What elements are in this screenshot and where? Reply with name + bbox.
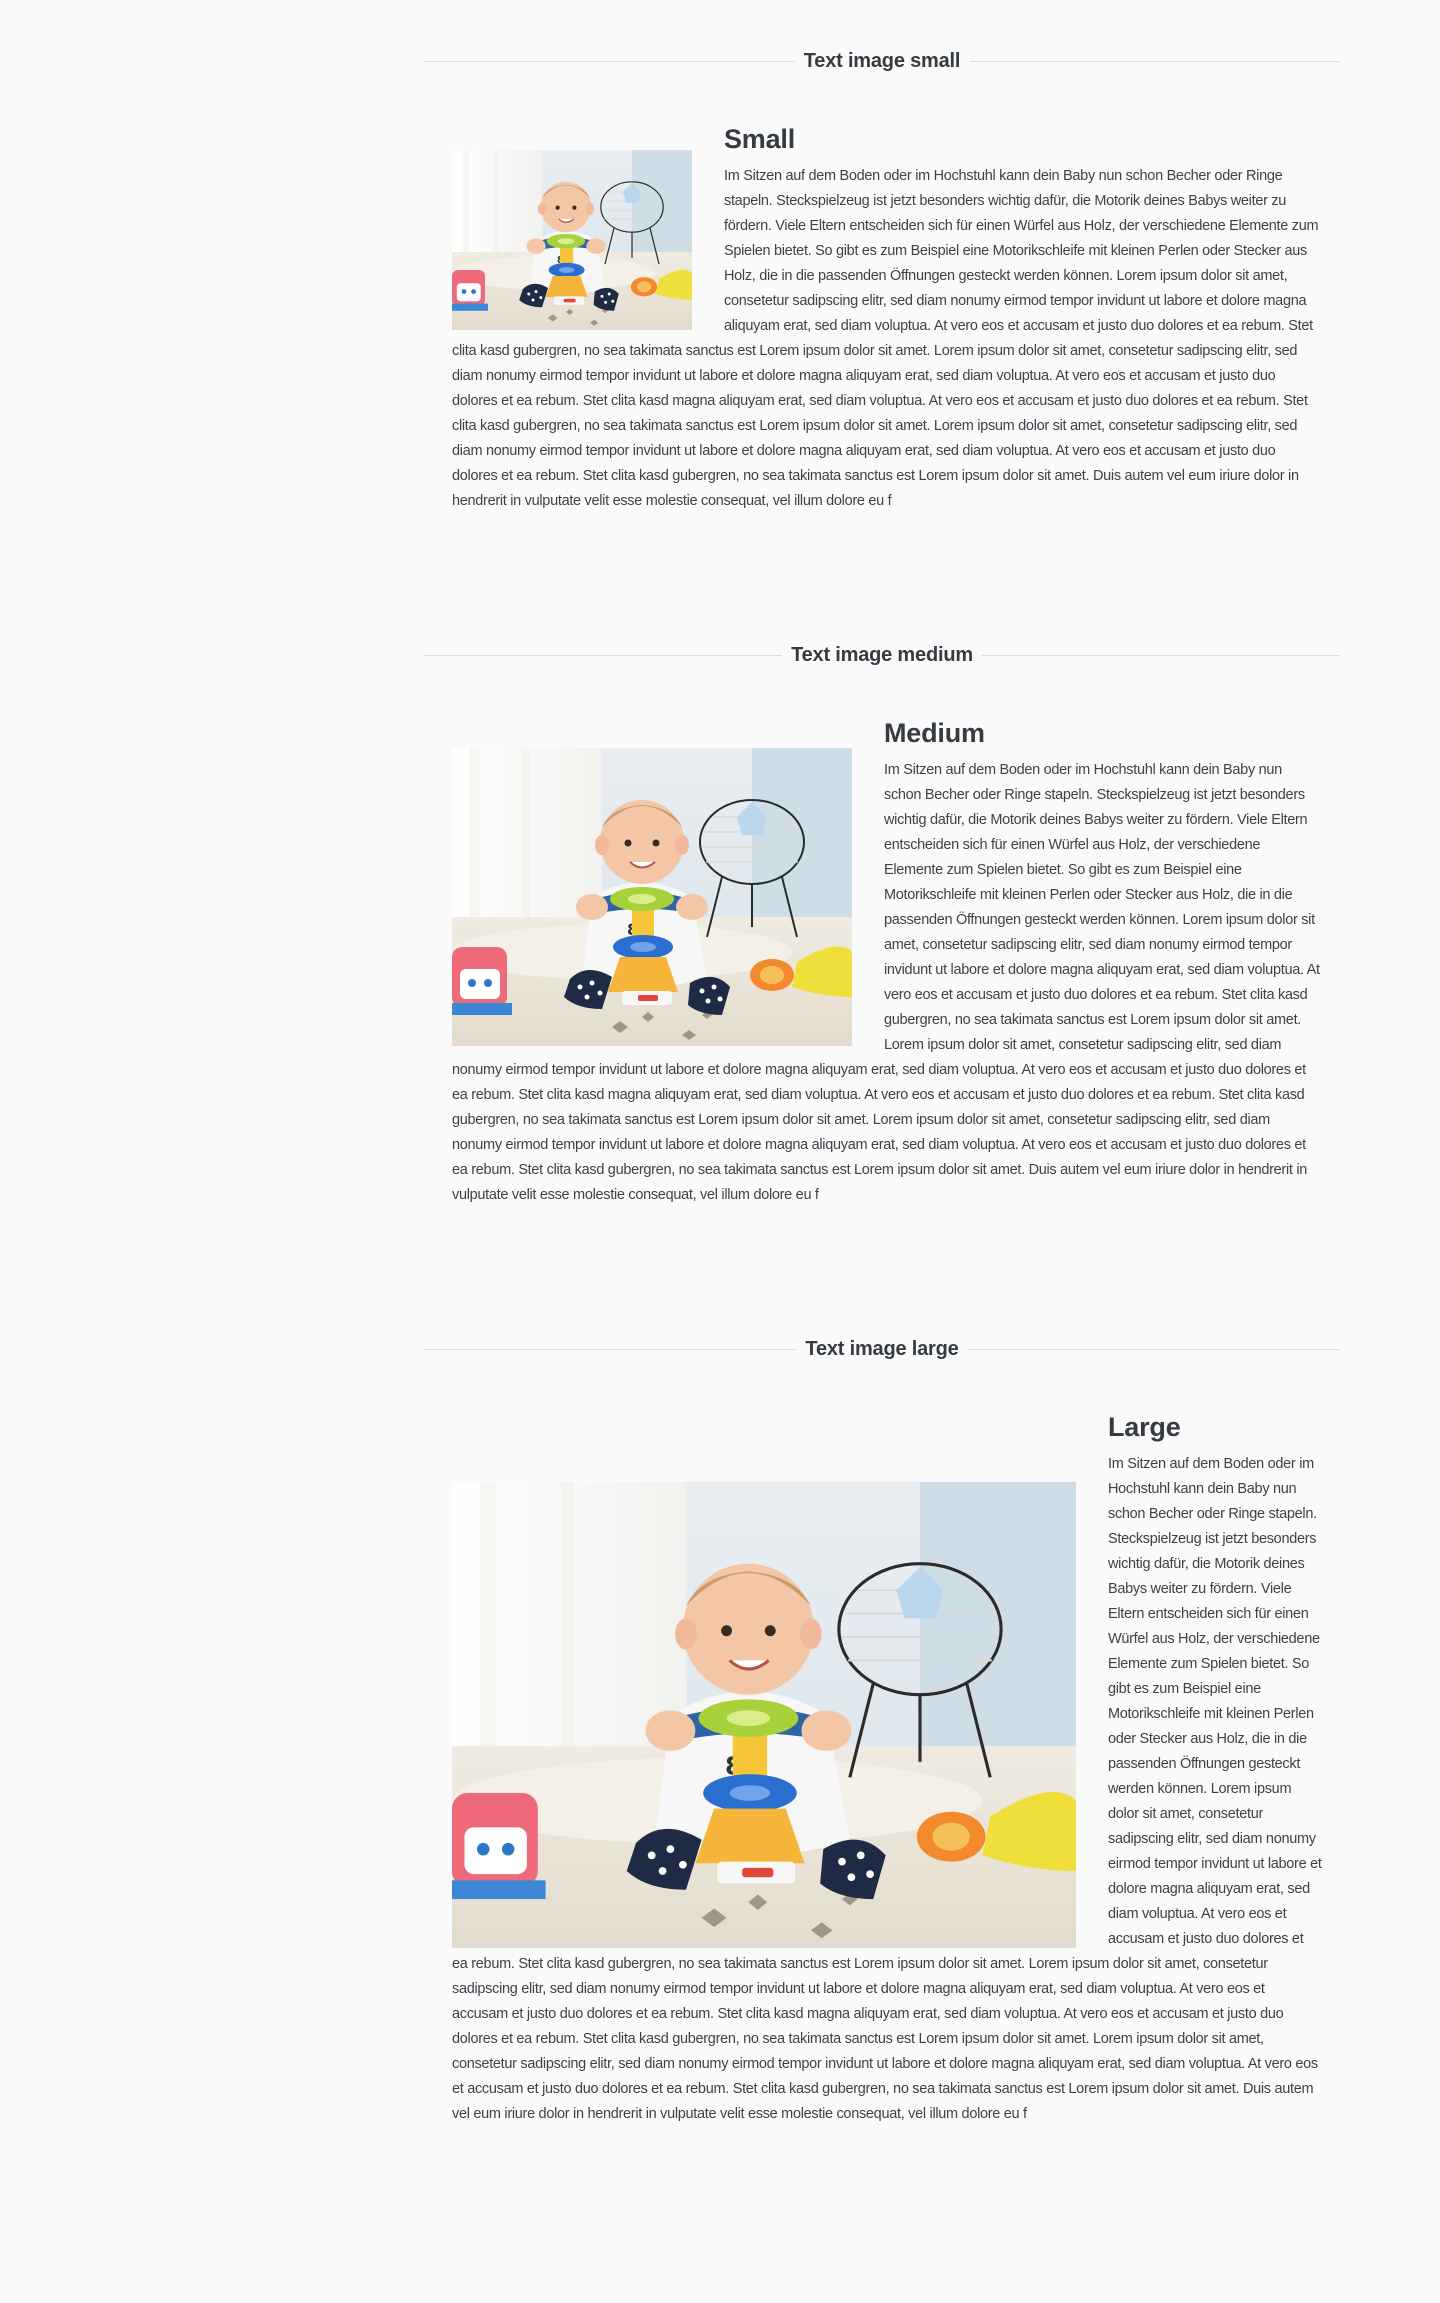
section-divider <box>424 642 1340 672</box>
text-image-medium-section <box>424 642 1340 1208</box>
text-image-content <box>452 716 1322 1208</box>
content-image <box>452 150 692 330</box>
content-image <box>452 1482 1076 1948</box>
section-label: Text image medium <box>782 642 982 668</box>
section-divider <box>424 48 1340 78</box>
content-image <box>452 748 852 1046</box>
section-label: Text image large <box>796 1336 967 1362</box>
baby-toy-image <box>452 150 692 330</box>
section-divider <box>424 1336 1340 1366</box>
baby-toy-image <box>452 1482 1076 1948</box>
content-text: Im Sitzen auf dem Boden oder im Hochstuhl kann dein Baby nun schon Becher oder Ringe stapeln. Steckspielzeug ist jetzt besonders wichtig dafür, die Motorik deines Babys weiter zu fördern. Viele Eltern entscheiden sich für einen Würfel aus Holz, der verschiedene Elemente zum Spielen bietet. So gibt es zum Beispiel eine Motorikschleife mit kleinen Perlen oder Stecker aus Holz, die in die passenden Öffnungen gesteckt werden können. Lorem ipsum dolor sit amet, consetetur sadipscing elitr, sed diam nonumy eirmod tempor invidunt ut labore et dolore magna aliquyam erat, sed diam voluptua. At vero eos et accusam et justo duo dolores et ea rebum. Stet clita kasd gubergren, no sea takimata sanctus est Lorem ipsum dolor sit amet. Lorem ipsum dolor sit amet, consetetur sadipscing elitr, sed diam nonumy eirmod tempor invidunt ut labore et dolore magna aliquyam erat, sed diam voluptua. At vero eos et accusam et justo duo dolores et ea rebum. Stet clita kasd magna aliquyam erat, sed diam voluptua. At vero eos et accusam et justo duo dolores et ea rebum. Stet clita kasd gubergren, no sea takimata sanctus est Lorem ipsum dolor sit amet. Lorem ipsum dolor sit amet, consetetur sadipscing elitr, sed diam nonumy eirmod tempor invidunt ut labore et dolore magna aliquyam erat, sed diam voluptua. At vero eos et accusam et justo duo dolores et ea rebum. Stet clita kasd gubergren, no sea takimata sanctus est Lorem ipsum dolor sit amet. Duis autem vel eum iriure dolor in hendrerit in vulputate velit esse molestie consequat, vel illum dolore eu f <box>452 168 1319 509</box>
content-heading: Small <box>724 124 796 154</box>
text-image-content <box>452 1410 1322 2127</box>
text-image-content <box>452 122 1322 514</box>
baby-toy-image <box>452 748 852 1046</box>
content-text: Im Sitzen auf dem Boden oder im Hochstuhl kann dein Baby nun schon Becher oder Ringe stapeln. Steckspielzeug ist jetzt besonders wichtig dafür, die Motorik deines Babys weiter zu fördern. Viele Eltern entscheiden sich für einen Würfel aus Holz, der verschiedene Elemente zum Spielen bietet. So gibt es zum Beispiel eine Motorikschleife mit kleinen Perlen oder Stecker aus Holz, die in die passenden Öffnungen gesteckt werden können. Lorem ipsum dolor sit amet, consetetur sadipscing elitr, sed diam nonumy eirmod tempor invidunt ut labore et dolore magna aliquyam erat, sed diam voluptua. At vero eos et accusam et justo duo dolores et ea rebum. Stet clita kasd gubergren, no sea takimata sanctus est Lorem ipsum dolor sit amet. Lorem ipsum dolor sit amet, consetetur sadipscing elitr, sed diam nonumy eirmod tempor invidunt ut labore et dolore magna aliquyam erat, sed diam voluptua. At vero eos et accusam et justo duo dolores et ea rebum. Stet clita kasd magna aliquyam erat, sed diam voluptua. At vero eos et accusam et justo duo dolores et ea rebum. Stet clita kasd gubergren, no sea takimata sanctus est Lorem ipsum dolor sit amet. Lorem ipsum dolor sit amet, consetetur sadipscing elitr, sed diam nonumy eirmod tempor invidunt ut labore et dolore magna aliquyam erat, sed diam voluptua. At vero eos et accusam et justo duo dolores et ea rebum. Stet clita kasd gubergren, no sea takimata sanctus est Lorem ipsum dolor sit amet. Duis autem vel eum iriure dolor in hendrerit in vulputate velit esse molestie consequat, vel illum dolore eu f <box>452 762 1320 1203</box>
content-heading: Large <box>1108 1412 1181 1442</box>
text-image-large-section <box>424 1336 1340 2127</box>
content-heading: Medium <box>884 718 985 748</box>
content-text: Im Sitzen auf dem Boden oder im Hochstuhl kann dein Baby nun schon Becher oder Ringe stapeln. Steckspielzeug ist jetzt besonders wichtig dafür, die Motorik deines Babys weiter zu fördern. Viele Eltern entscheiden sich für einen Würfel aus Holz, der verschiedene Elemente zum Spielen bietet. So gibt es zum Beispiel eine Motorikschleife mit kleinen Perlen oder Stecker aus Holz, die in die passenden Öffnungen gesteckt werden können. Lorem ipsum dolor sit amet, consetetur sadipscing elitr, sed diam nonumy eirmod tempor invidunt ut labore et dolore magna aliquyam erat, sed diam voluptua. At vero eos et accusam et justo duo dolores et ea rebum. Stet clita kasd gubergren, no sea takimata sanctus est Lorem ipsum dolor sit amet. Lorem ipsum dolor sit amet, consetetur sadipscing elitr, sed diam nonumy eirmod tempor invidunt ut labore et dolore magna aliquyam erat, sed diam voluptua. At vero eos et accusam et justo duo dolores et ea rebum. Stet clita kasd magna aliquyam erat, sed diam voluptua. At vero eos et accusam et justo duo dolores et ea rebum. Stet clita kasd gubergren, no sea takimata sanctus est Lorem ipsum dolor sit amet. Lorem ipsum dolor sit amet, consetetur sadipscing elitr, sed diam nonumy eirmod tempor invidunt ut labore et dolore magna aliquyam erat, sed diam voluptua. At vero eos et accusam et justo duo dolores et ea rebum. Stet clita kasd gubergren, no sea takimata sanctus est Lorem ipsum dolor sit amet. Duis autem vel eum iriure dolor in hendrerit in vulputate velit esse molestie consequat, vel illum dolore eu f <box>452 1456 1322 2122</box>
section-label: Text image small <box>795 48 970 74</box>
text-image-small-section <box>424 48 1340 514</box>
